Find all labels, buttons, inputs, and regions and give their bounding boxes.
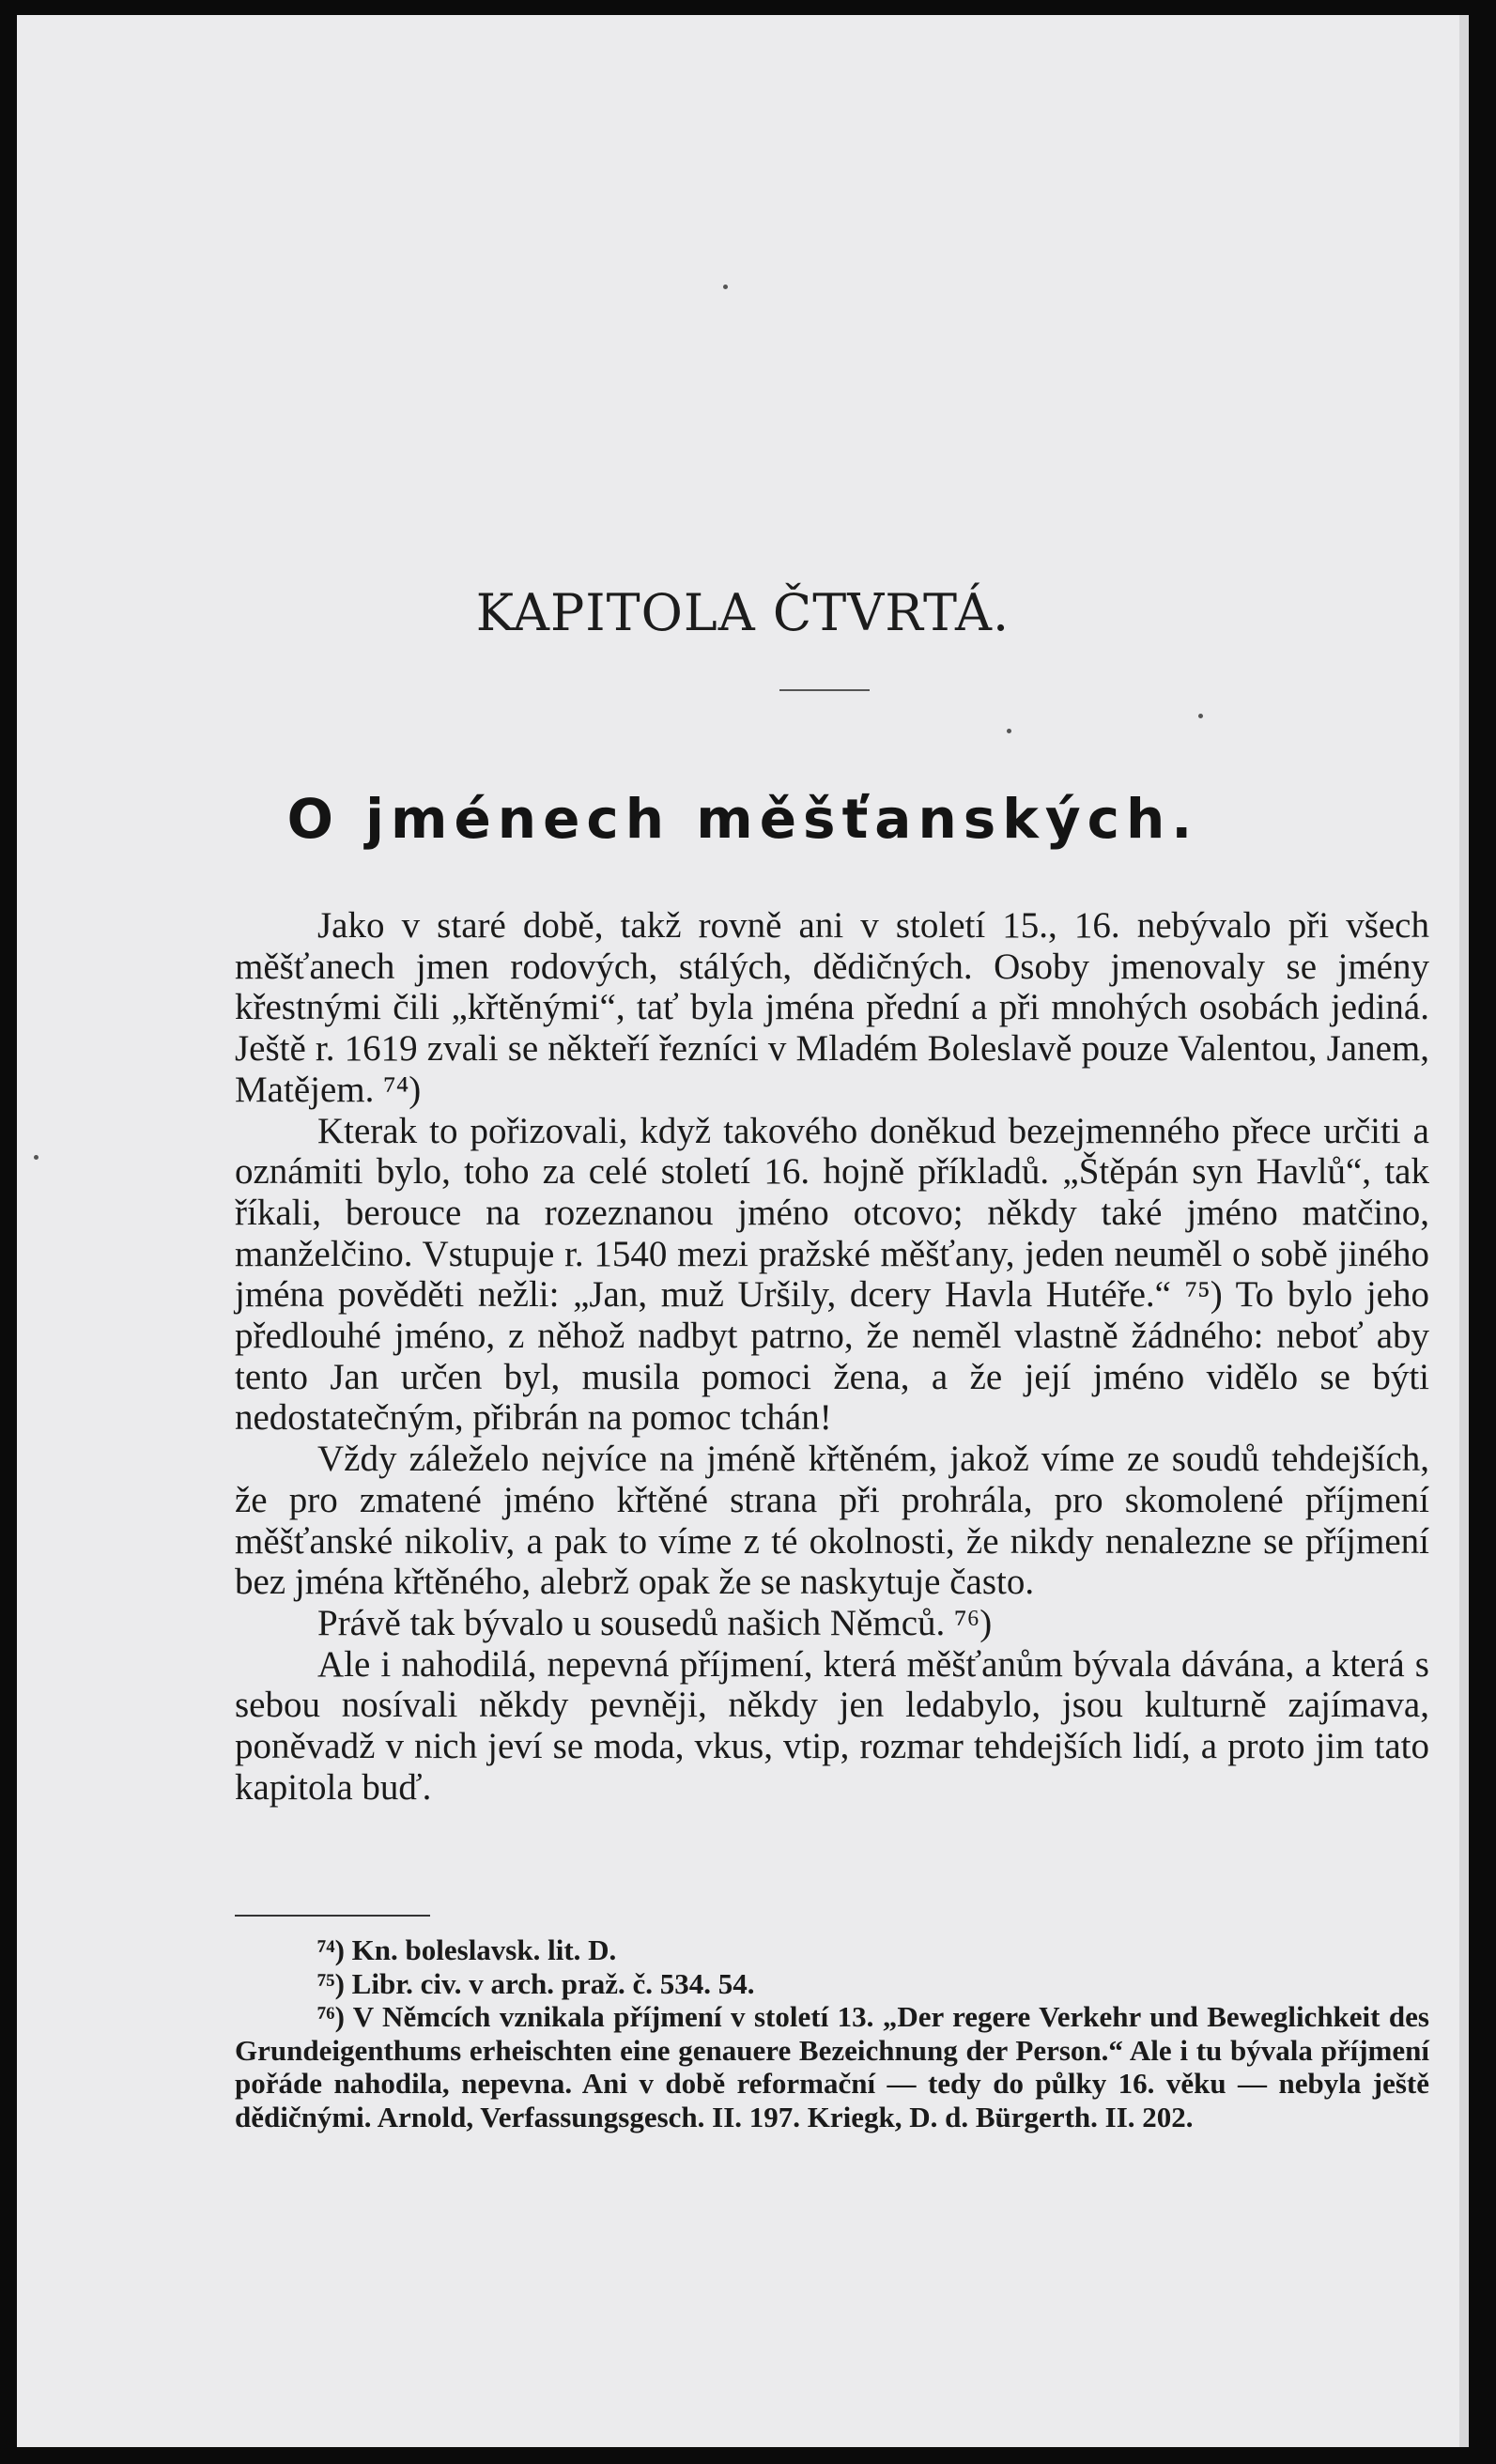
chapter-heading: KAPITOLA ČTVRTÁ. (475, 583, 1010, 642)
footnotes (235, 1933, 1429, 2133)
footnote: ⁷⁶) V Němcích vznikala příjmení v století 13. „Der regere Verkehr und Beweglichkeit des Grundeigenthums erheischten eine genauere Bezeichnung der Person.“ Ale i tu bývala příjmení pořáde nahodila, nepevna. Ani v době reformační — tedy do půlky 16. věku — nebyla ještě dědičnými. Arnold, Verfassungsgesch. II. 197. Kriegk, D. d. Bürgerth. II. 202. (235, 2000, 1429, 2133)
footnote: ⁷⁴) Kn. boleslavsk. lit. D. (317, 1933, 617, 1966)
footnote-divider (235, 1915, 430, 1917)
body-text (235, 905, 1429, 1808)
book-page (17, 15, 1469, 2447)
footnote: ⁷⁵) Libr. civ. v arch. praž. č. 534. 54. (317, 1966, 755, 2000)
speck (34, 1155, 39, 1160)
paragraph: Právě tak bývalo u sousedů našich Němců. ⁷⁶) (317, 1602, 993, 1643)
speck (723, 285, 728, 289)
heading-divider (779, 689, 870, 691)
speck (1007, 729, 1011, 733)
paragraph: Vždy záleželo nejvíce na jméně křtěném, jakož víme ze soudů tehdejších, že pro zmatené jméno křtěné strana při prohrála, pro skomolené příjmení měšťanské nikoliv, a pak to víme z té okolnosti, že nikdy nenalezne se příjmení bez jména křtěného, alebrž opak že se naskytuje často. (235, 1439, 1429, 1603)
paragraph: Kterak to pořizovali, když takového doněkud bezejmenného přece určiti a oznámiti bylo, toho za celé století 16. hojně příkladů. „Štěpán syn Havlů“, tak říkali, berouce na rozeznanou jméno otcovo; někdy také jméno matčino, manželčino. Vstupuje r. 1540 mezi pražské měšťany, jeden neuměl o sobě jiného jména pověděti nežli: „Jan, muž Uršily, dcery Havla Hutéře.“ ⁷⁵) To bylo jeho předlouhé jméno, z něhož nadbyt patrno, že neměl vlastně žádného: neboť aby tento Jan určen byl, musila pomoci žena, a že její jméno vidělo se býti nedostatečným, přibrán na pomoc tchán! (235, 1110, 1429, 1439)
speck (1198, 714, 1203, 718)
chapter-title: O jménech měšťanských. (286, 787, 1199, 851)
paragraph: Ale i nahodilá, nepevná příjmení, která měšťanům bývala dávána, a která s sebou nosívali někdy pevněji, někdy jen ledabylo, jsou kulturně zajímava, poněvadž v nich jeví se moda, vkus, vtip, rozmar tehdejších lidí, a proto jim tato kapitola buď. (235, 1643, 1429, 1808)
paragraph: Jako v staré době, takž rovně ani v století 15., 16. nebývalo při všech měšťanech jmen rodových, stálých, dědičných. Osoby jmenovaly se jmény křestnými čili „křtěnými“, tať byla jména přední a při mnohých osobách jediná. Ještě r. 1619 zvali se někteří řezníci v Mladém Boleslavě pouze Valentou, Janem, Matějem. ⁷⁴) (235, 905, 1429, 1110)
